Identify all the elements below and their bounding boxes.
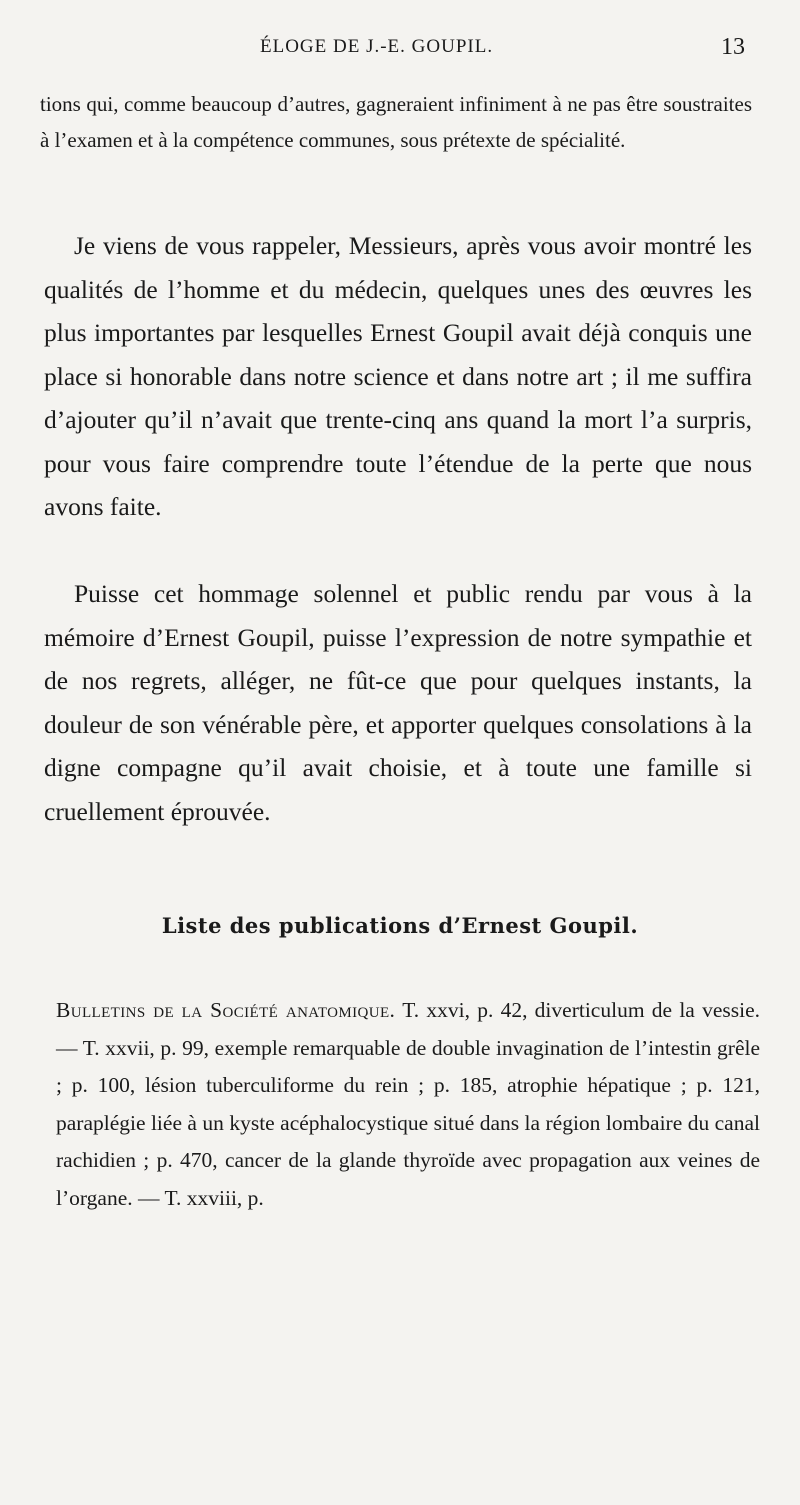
page-number: 13 (721, 34, 745, 60)
publications-paragraph (56, 992, 760, 1217)
publication-source: Bulletins de la Société anatomique. (56, 998, 396, 1022)
intro-paragraph: tions qui, comme beaucoup d’autres, gagneraient infiniment à ne pas être soustraites à l’examen et à la compétence communes, sous prétexte de spécialité. (40, 92, 752, 152)
body-paragraph-2: Puisse cet hommage solennel et public rendu par vous à la mémoire d’Ernest Goupil, puisse l’expression de notre sympathie et de nos regrets, alléger, ne fût-ce que pour quelques instants, la douleur de son vénérable père, et apporter quelques consolations à la digne compagne qu’il avait choisie, et à toute une famille si cruellement éprouvée. (44, 579, 752, 826)
publications-heading: Liste des publications d’Ernest Goupil. (161, 913, 639, 938)
publication-text: T. xxvi, p. 42, diverticulum de la vessie. — T. xxvii, p. 99, exemple remarquable de double invagination de l’intestin grêle ; p. 100, lésion tuberculiforme du rein ; p. 185, atrophie hépatique ; p. 121, paraplégie liée à un kyste acéphalocystique situé dans la région lombaire du canal rachidien ; p. 470, cancer de la glande thyroïde avec propagation aux veines de l’organe. — T. xxviii, p. (56, 998, 761, 1210)
body-paragraph-1: Je viens de vous rappeler, Messieurs, après vous avoir montré les qualités de l’homme et du médecin, quelques unes des œuvres les plus importantes par lesquelles Ernest Goupil avait déjà conquis une place si honorable dans notre science et dans notre art ; il me suffira d’ajouter qu’il n’avait que trente-cinq ans quand la mort l’a surpris, pour vous faire comprendre toute l’étendue de la perte que nous avons faite. (44, 231, 752, 521)
running-head (40, 36, 745, 66)
running-title: ÉLOGE DE J.-E. GOUPIL. (260, 36, 494, 57)
